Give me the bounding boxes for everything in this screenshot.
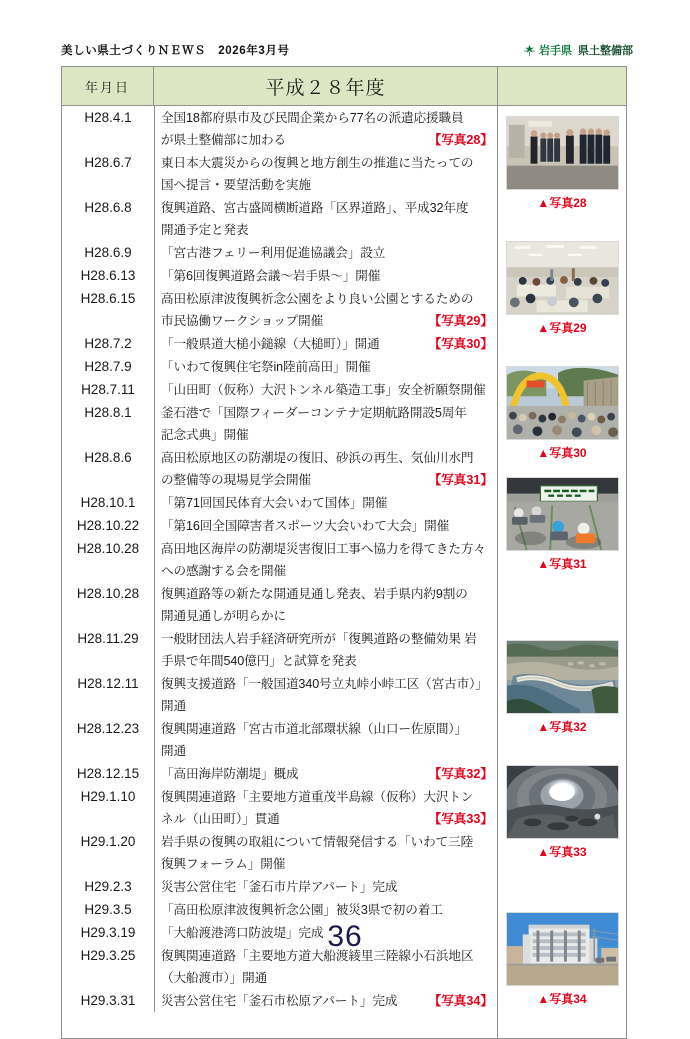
brand-department-label: 県土整備部 [578, 45, 633, 57]
entry-text-content: 手県で年間540億円」と試算を発表 [161, 654, 357, 668]
entry-date: H28.7.11 [81, 382, 135, 397]
chronology-entry [62, 241, 497, 264]
entry-text-line [161, 107, 493, 129]
newsletter-title: 美しい県土づくりＮＥＷＳ 2026年3月号 [61, 45, 290, 57]
entry-text-content: 一般財団法人岩手経済研究所が「復興道路の整備効果 岩 [161, 632, 477, 646]
entry-description [154, 785, 497, 830]
entry-text-content: 開通見通しが明らかに [161, 609, 286, 623]
iwate-prefecture-logo-icon [523, 44, 536, 57]
photo-ceremony-indoor-officials [506, 116, 619, 190]
entry-description [154, 762, 497, 785]
entry-text-line [161, 876, 493, 898]
entry-text-line [161, 242, 493, 264]
photo-caption: ▲写真29 [537, 321, 587, 335]
entry-text-line [161, 786, 493, 808]
photo-tunnel-breakthrough [506, 765, 619, 839]
entry-text-content: （大船渡市）」開通 [161, 971, 268, 985]
entry-text-line [161, 560, 493, 582]
entry-description [154, 537, 497, 582]
entry-description [154, 989, 497, 1012]
entry-text-line [161, 197, 493, 219]
table-header-row [62, 67, 627, 106]
entry-text-content: 「いわて復興住宅祭in陸前高田」開催 [161, 360, 371, 374]
page-number: 36 [327, 920, 363, 953]
entry-date: H28.10.22 [76, 518, 140, 533]
photo-reference-tag: 【写真28】 [428, 133, 493, 147]
chronology-entry [62, 332, 497, 355]
entry-date: H28.10.28 [76, 586, 140, 601]
entry-text-line [161, 583, 493, 605]
chronology-entry [62, 582, 497, 627]
entry-text-line [161, 899, 493, 921]
photo-block [506, 765, 619, 868]
entry-description [154, 196, 497, 241]
chronology-entry [62, 106, 497, 151]
entry-text-line [161, 402, 493, 424]
entry-text-line [161, 808, 493, 830]
entry-text-line [161, 853, 493, 875]
entry-description [154, 875, 497, 898]
chronology-entry [62, 672, 497, 717]
photo-reference-tag: 【写真31】 [428, 473, 493, 487]
entry-text-line [161, 333, 493, 355]
entry-text-content: 災害公営住宅「釜石市松原アパート」完成 [161, 994, 398, 1008]
entry-text-content: 市民協働ワークショップ開催 [161, 314, 324, 328]
entry-text-content: 「第71回国民体育大会いわて国体」開催 [161, 496, 388, 510]
chronology-entries-cell [62, 106, 498, 1039]
photo-column-cell [498, 106, 627, 1039]
photo-coastal-seawall-aerial [506, 640, 619, 714]
entry-description [154, 241, 497, 264]
entry-text-content: 開通予定と発表 [161, 223, 249, 237]
chronology-entry [62, 401, 497, 446]
entry-text-content: 復興道路、宮古盛岡横断道路「区界道路」、平成32年度 [161, 201, 469, 215]
photo-reference-tag: 【写真30】 [428, 337, 493, 351]
chronology-entry [62, 491, 497, 514]
entry-text-content: 全国18都府県市及び民間企業から77名の派遣応援職員 [161, 111, 464, 125]
entry-text-content: 国へ提言・要望活動を実施 [161, 178, 311, 192]
entry-text-line [161, 424, 493, 446]
chronology-entry [62, 378, 497, 401]
entry-date: H28.12.23 [76, 721, 140, 736]
table-body-row [62, 106, 627, 1039]
entry-text-line [161, 763, 493, 785]
entry-date: H28.6.15 [80, 291, 136, 306]
entry-date: H28.10.28 [76, 541, 140, 556]
entry-text-line [161, 265, 493, 287]
entry-text-line [161, 740, 493, 762]
chronology-entry [62, 287, 497, 332]
entry-text-line [161, 379, 493, 401]
entry-date: H28.12.15 [76, 766, 140, 781]
photo-caption: ▲写真30 [537, 446, 587, 460]
entry-text-line [161, 129, 493, 151]
photo-block [506, 366, 619, 469]
entry-text-line [161, 605, 493, 627]
entry-text-content: 高田松原地区の防潮堤の復旧、砂浜の再生、気仙川水門 [161, 451, 474, 465]
chronology-entry [62, 355, 497, 378]
chronology-entry-list [62, 106, 497, 1012]
photo-caption: ▲写真32 [537, 720, 587, 734]
table-bottom-spacer [62, 1012, 497, 1038]
entry-text-content: 高田松原津波復興祈念公園をより良い公園とするための [161, 292, 474, 306]
column-header-fiscal-year: 平成２８年度 [154, 67, 498, 106]
photo-block [506, 116, 619, 219]
brand-lockup [523, 42, 633, 58]
brand-prefecture-label: 岩手県 [539, 45, 572, 57]
photo-reference-tag: 【写真29】 [428, 314, 493, 328]
chronology-entry [62, 762, 497, 785]
entry-text-line [161, 356, 493, 378]
entry-text-content: 復興道路等の新たな開通見通し発表、岩手県内約9割の [161, 587, 468, 601]
entry-text-content: 「第16回全国障害者スポーツ大会いわて大会」開催 [161, 519, 450, 533]
entry-date: H28.7.9 [84, 359, 132, 374]
column-header-photos [498, 67, 627, 106]
photo-workshop-meeting-room [506, 241, 619, 315]
entry-text-content: 高田地区海岸の防潮堤災害復旧工事へ協力を得てきた方々 [161, 542, 486, 556]
chronology-entry [62, 446, 497, 491]
entry-text-content: 「第6回復興道路会議〜岩手県〜」開催 [161, 269, 381, 283]
entry-date: H28.6.9 [84, 245, 132, 260]
photo-block [506, 640, 619, 743]
entry-date: H28.6.7 [84, 155, 132, 170]
photo-construction-workers-site [506, 477, 619, 551]
entry-date: H28.10.1 [80, 495, 136, 510]
entry-description [154, 287, 497, 332]
entry-description [154, 582, 497, 627]
entry-description [154, 355, 497, 378]
entry-text-content: 復興関連道路「宮古市道北部環状線（山口ー佐原間）」 [161, 722, 468, 736]
entry-date: H29.3.5 [84, 902, 132, 917]
entry-text-content: 復興関連道路「主要地方道重茂半島線（仮称）大沢トン [161, 790, 474, 804]
entry-date: H29.3.31 [80, 993, 136, 1008]
entry-description [154, 491, 497, 514]
entry-date: H28.8.6 [84, 450, 132, 465]
entry-text-content: 岩手県の復興の取組について情報発信する「いわて三陸 [161, 835, 474, 849]
entry-description [154, 898, 497, 921]
entry-text-content: 釜石港で「国際フィーダーコンテナ定期航路開設5周年 [161, 406, 467, 420]
entry-date: H29.3.25 [80, 948, 136, 963]
entry-text-content: 復興フォーラム」開催 [161, 857, 286, 871]
photo-block [506, 241, 619, 344]
entry-text-line [161, 673, 493, 695]
photo-stack [498, 106, 626, 1017]
entry-text-line [161, 288, 493, 310]
fiscal-year-chronology-table [61, 66, 627, 1039]
photo-caption: ▲写真31 [537, 557, 587, 571]
entry-text-line [161, 515, 493, 537]
entry-date: H28.4.1 [84, 110, 132, 125]
entry-text-content: 「大船渡港湾口防波堤」完成 [161, 926, 324, 940]
photo-reference-tag: 【写真34】 [428, 994, 493, 1008]
entry-text-content: 「宮古港フェリー利用促進協議会」設立 [161, 246, 386, 260]
photo-road-opening-ceremony-crowd [506, 366, 619, 440]
chronology-entry [62, 264, 497, 287]
chronology-entry [62, 151, 497, 196]
entry-date: H29.3.19 [80, 925, 136, 940]
entry-date: H28.7.2 [84, 336, 132, 351]
photo-caption: ▲写真28 [537, 196, 587, 210]
chronology-entry [62, 537, 497, 582]
entry-text-line [161, 174, 493, 196]
entry-description [154, 378, 497, 401]
entry-date: H28.11.29 [77, 631, 139, 646]
entry-text-content: への感謝する会を開催 [161, 564, 286, 578]
entry-text-content: 「山田町（仮称）大沢トンネル築造工事」安全祈願祭開催 [161, 383, 486, 397]
entry-text-content: 「一般県道大槌小鎚線（大槌町）」開通 [161, 337, 380, 351]
chronology-entry [62, 830, 497, 875]
photo-caption: ▲写真33 [537, 845, 587, 859]
entry-text-line [161, 310, 493, 332]
chronology-entry [62, 989, 497, 1012]
entry-text-line [161, 447, 493, 469]
entry-description [154, 717, 497, 762]
entry-text-line [161, 492, 493, 514]
entry-date: H28.6.13 [80, 268, 136, 283]
entry-text-content: が県土整備部に加わる [161, 133, 286, 147]
chronology-entry [62, 196, 497, 241]
entry-date: H28.6.8 [84, 200, 132, 215]
entry-text-content: 開通 [161, 744, 186, 758]
column-header-date: 年月日 [62, 67, 154, 106]
entry-description [154, 514, 497, 537]
entry-description [154, 672, 497, 717]
page-header [0, 38, 690, 62]
entry-date: H29.1.10 [80, 789, 136, 804]
entry-description [154, 830, 497, 875]
entry-text-line [161, 152, 493, 174]
photo-caption: ▲写真34 [537, 992, 587, 1006]
entry-description [154, 332, 497, 355]
entry-description [154, 401, 497, 446]
photo-reference-tag: 【写真32】 [428, 767, 493, 781]
entry-text-line [161, 469, 493, 491]
entry-text-content: 「高田海岸防潮堤」概成 [161, 767, 299, 781]
entry-text-line [161, 831, 493, 853]
entry-description [154, 264, 497, 287]
entry-date: H29.2.3 [84, 879, 132, 894]
entry-text-line [161, 650, 493, 672]
entry-text-line [161, 628, 493, 650]
entry-text-content: 開通 [161, 699, 186, 713]
entry-description [154, 446, 497, 491]
entry-description [154, 151, 497, 196]
entry-date: H28.12.11 [77, 676, 139, 691]
entry-description [154, 627, 497, 672]
entry-text-line [161, 967, 493, 989]
entry-text-line [161, 538, 493, 560]
entry-text-content: 災害公営住宅「釜石市片岸アパート」完成 [161, 880, 398, 894]
entry-text-content: 復興支援道路「一般国道340号立丸峠小峠工区（宮古市）」 [161, 677, 488, 691]
chronology-entry [62, 875, 497, 898]
entry-text-content: 記念式典」開催 [161, 428, 249, 442]
entry-text-content: 東日本大震災からの復興と地方創生の推進に当たっての [161, 156, 474, 170]
chronology-entry [62, 785, 497, 830]
entry-text-line [161, 219, 493, 241]
entry-text-line [161, 718, 493, 740]
entry-date: H28.8.1 [84, 405, 132, 420]
entry-text-content: の整備等の現場見学会開催 [161, 473, 311, 487]
photo-block [506, 477, 619, 580]
chronology-entry [62, 898, 497, 921]
photo-reference-tag: 【写真33】 [428, 812, 493, 826]
entry-date: H29.1.20 [80, 834, 136, 849]
entry-text-content: ネル（山田町）」貫通 [161, 812, 280, 826]
chronology-entry [62, 514, 497, 537]
entry-text-line [161, 990, 493, 1012]
chronology-entry [62, 717, 497, 762]
entry-description [154, 106, 497, 151]
entry-text-line [161, 695, 493, 717]
entry-text-content: 「高田松原津波復興祈念公園」被災3県で初の着工 [161, 903, 443, 917]
chronology-entry [62, 627, 497, 672]
entry-text-content: 復興関連道路「主要地方道大船渡綾里三陸線小石浜地区 [161, 949, 474, 963]
